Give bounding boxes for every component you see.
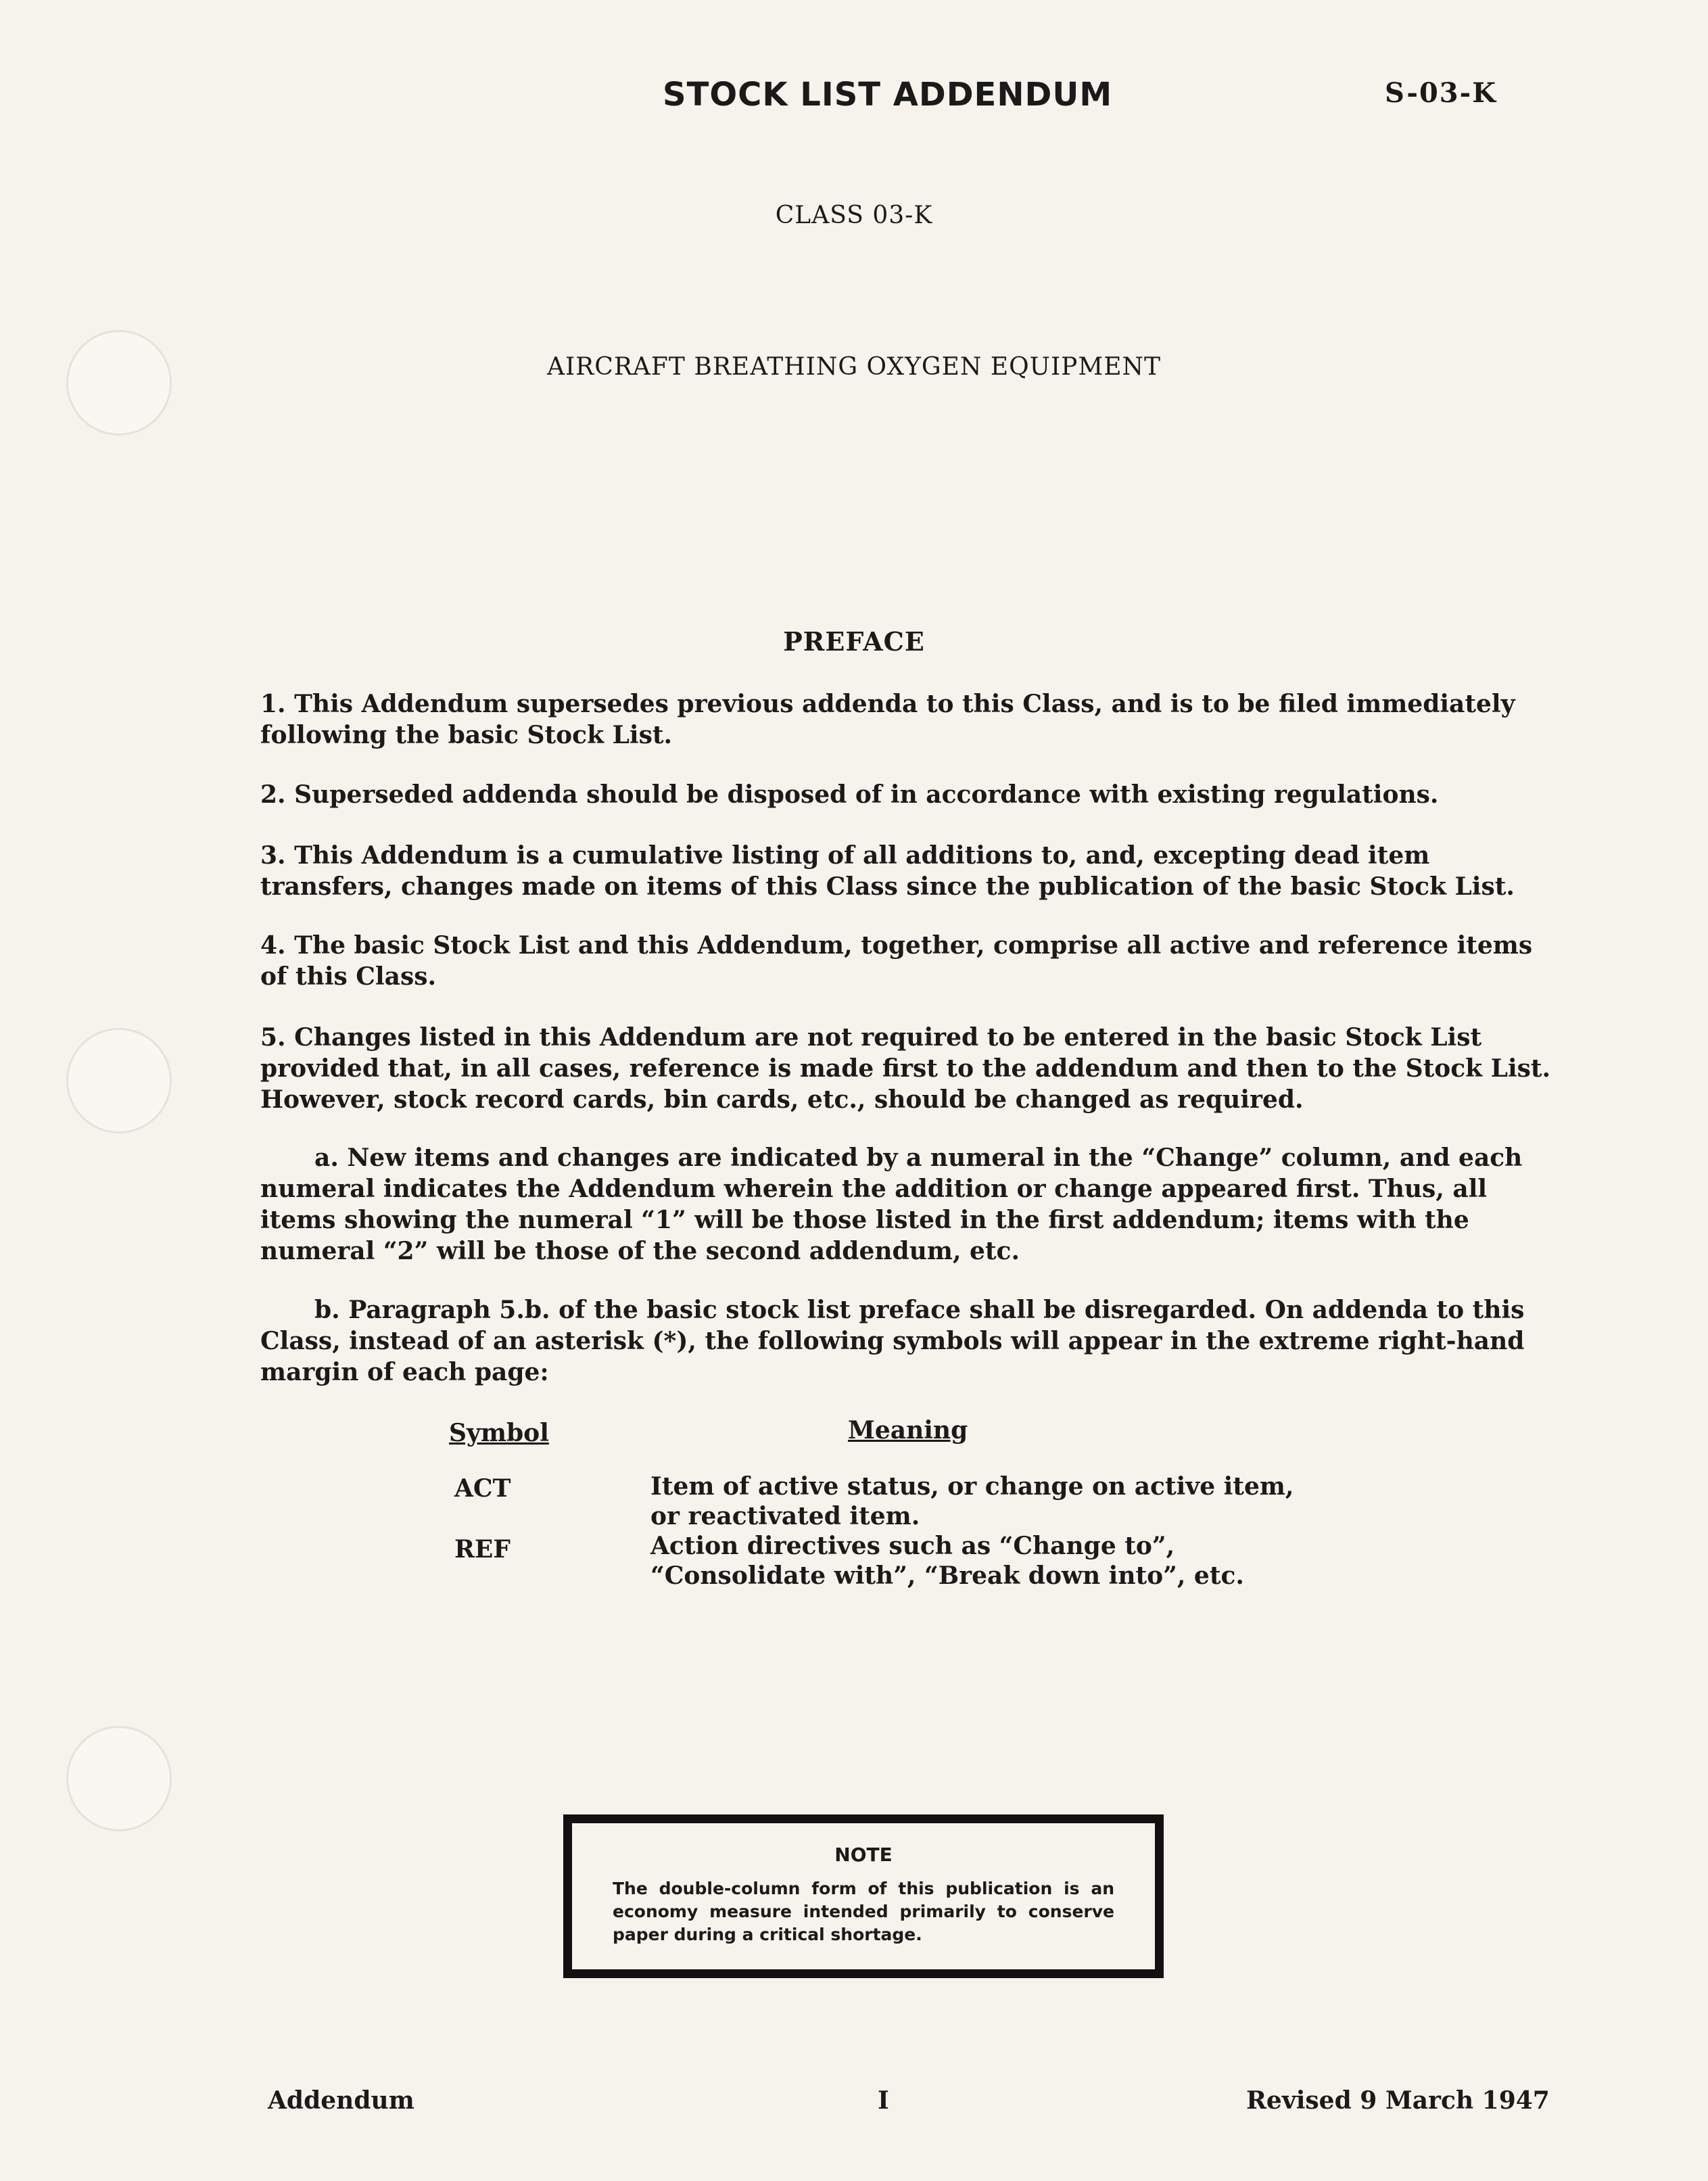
subject-heading: AIRCRAFT BREATHING OXYGEN EQUIPMENT (546, 353, 1162, 381)
class-line: CLASS 03-K (775, 202, 933, 229)
page-number: I (878, 2086, 889, 2115)
symbol-column-header: Symbol (449, 1419, 549, 1447)
preface-heading: PREFACE (783, 626, 925, 657)
symbol-act: ACT (454, 1474, 511, 1503)
note-title: NOTE (834, 1844, 893, 1866)
paragraph-5: 5. Changes listed in this Addendum are not required to be entered in the basic Stock List provided that, in all cases, reference is made first to the addendum and then to the Stock List. However, stock record cards, bin cards, etc., should be changed as required. (260, 1023, 1551, 1114)
footer-revision-date: Revised 9 March 1947 (1246, 2086, 1550, 2115)
paragraph-4: 4. The basic Stock List and this Addendum, together, comprise all active and reference items of this Class. (260, 931, 1533, 991)
footer-left: Addendum (268, 2086, 414, 2115)
binder-hole-top (66, 330, 172, 436)
meaning-column-header: Meaning (848, 1416, 968, 1445)
paragraph-5b: b. Paragraph 5.b. of the basic stock list preface shall be disregarded. On addenda to this Class, instead of an asterisk (*), the following symbols will appear in the extreme right-hand margin of each page: (260, 1296, 1525, 1386)
document-number: S-03-K (1385, 77, 1497, 109)
meaning-ref: Action directives such as “Change to”, “Consolidate with”, “Break down into”, etc. (650, 1532, 1244, 1590)
binder-hole-middle (66, 1028, 172, 1133)
note-box (563, 1814, 1164, 1978)
paragraph-3: 3. This Addendum is a cumulative listing of all additions to, and, excepting dead item transfers, changes made on items of this Class since the publication of the basic Stock List. (260, 841, 1515, 901)
paragraph-1: 1. This Addendum supersedes previous addenda to this Class, and is to be filed immediately following the basic Stock List. (260, 690, 1515, 749)
note-text: The double-column form of this publication is an economy measure intended primarily to conserve paper during a critical shortage. (613, 1879, 1114, 1944)
paragraph-2: 2. Superseded addenda should be disposed of in accordance with existing regulations. (260, 780, 1439, 809)
meaning-act: Item of active status, or change on active item, or reactivated item. (650, 1472, 1294, 1530)
binder-hole-bottom (66, 1726, 172, 1831)
paragraph-5a: a. New items and changes are indicated by a numeral in the “Change” column, and each numeral indicates the Addendum wherein the addition or change appeared first. Thus, all items showing the numeral “1” will be those listed in the first addendum; items with the numeral “2” will be those of the second addendum, etc. (260, 1144, 1523, 1265)
document-title: STOCK LIST ADDENDUM (663, 76, 1113, 114)
symbol-ref: REF (454, 1535, 511, 1564)
